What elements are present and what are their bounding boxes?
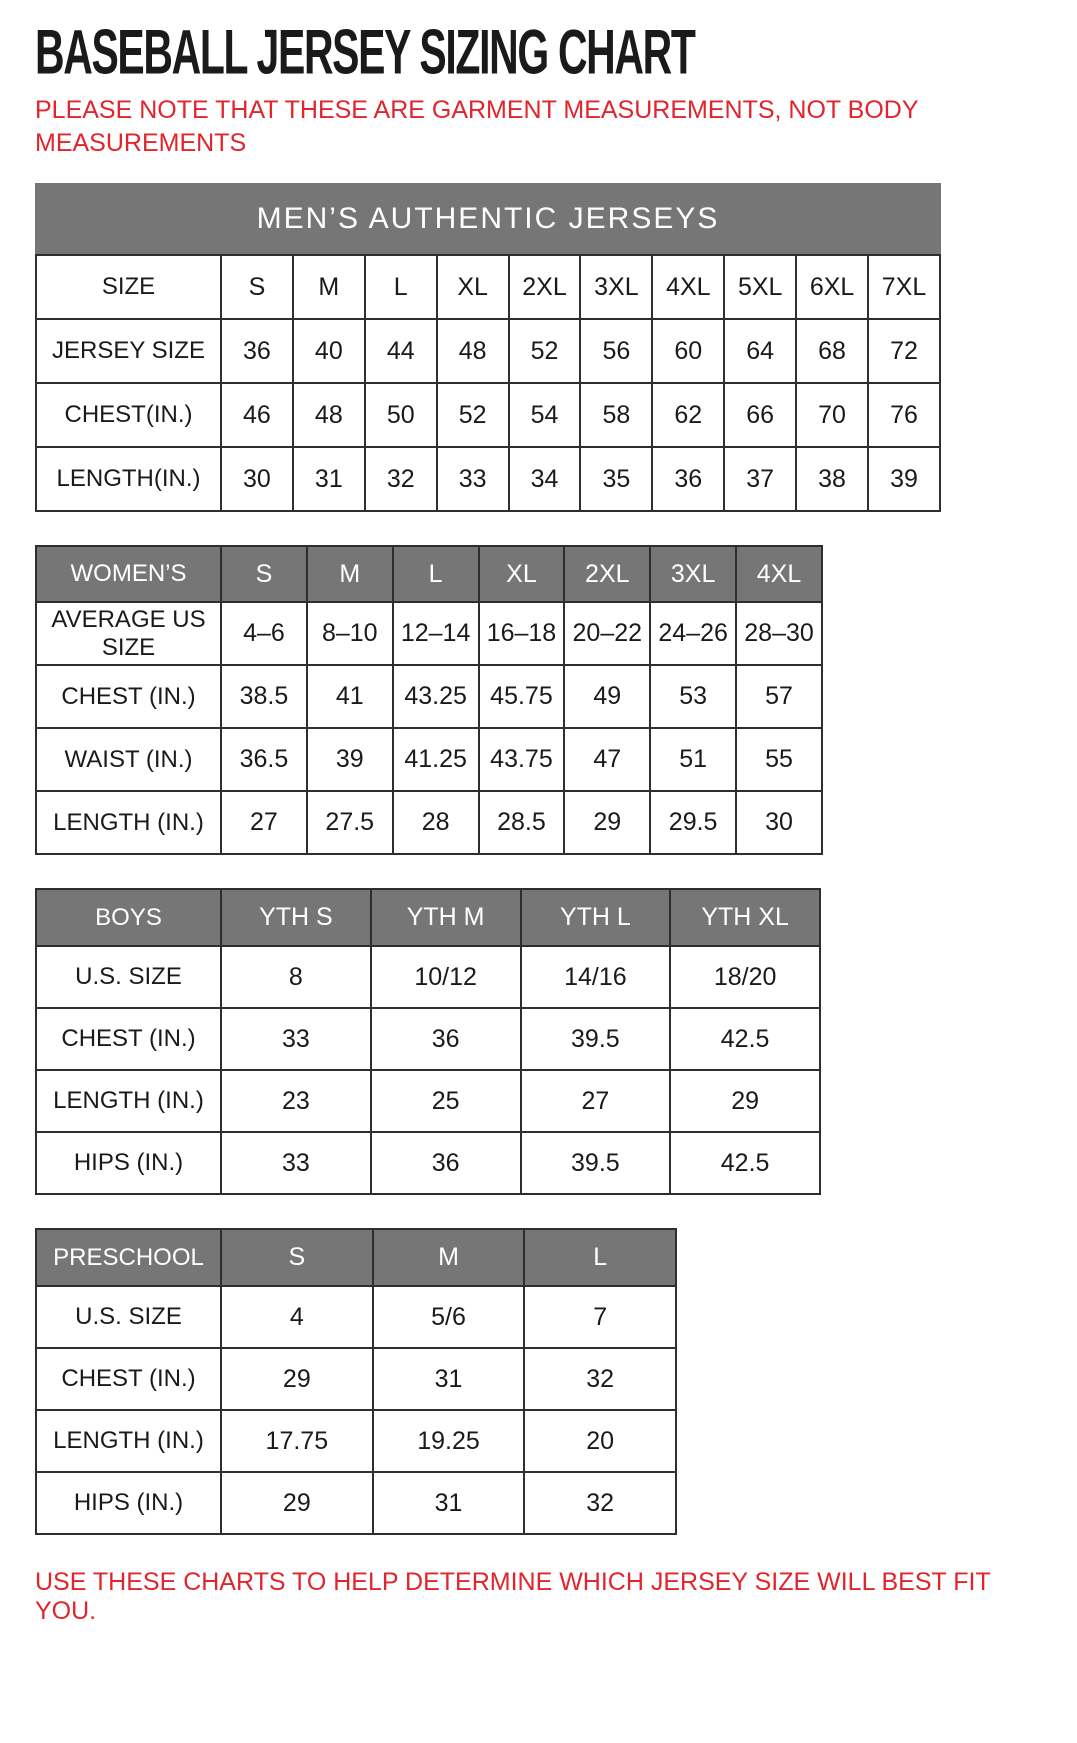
size-column-header: 4XL — [736, 546, 822, 602]
value-cell: 47 — [564, 728, 650, 791]
value-cell: 29 — [564, 791, 650, 854]
value-cell: 36.5 — [221, 728, 307, 791]
value-cell: 36 — [371, 1132, 521, 1194]
table-row — [36, 1132, 820, 1194]
value-cell: 76 — [868, 383, 940, 447]
value-cell: 51 — [650, 728, 736, 791]
value-cell: 8 — [221, 946, 371, 1008]
preschool-sizing-table — [35, 1228, 677, 1535]
table-row — [36, 1008, 820, 1070]
value-cell: 33 — [221, 1008, 371, 1070]
header-row — [36, 889, 820, 946]
value-cell: 70 — [796, 383, 868, 447]
value-cell: 31 — [293, 447, 365, 511]
size-column-header: 4XL — [652, 255, 724, 319]
row-label: WAIST (IN.) — [36, 728, 221, 791]
value-cell: 60 — [652, 319, 724, 383]
header-row — [36, 546, 822, 602]
table-row — [36, 946, 820, 1008]
value-cell: 39 — [307, 728, 393, 791]
value-cell: 28 — [393, 791, 479, 854]
value-cell: 36 — [371, 1008, 521, 1070]
value-cell: 30 — [736, 791, 822, 854]
value-cell: 57 — [736, 665, 822, 728]
value-cell: 12–14 — [393, 602, 479, 665]
value-cell: 62 — [652, 383, 724, 447]
size-column-header: XL — [437, 255, 509, 319]
row-label: U.S. SIZE — [36, 1286, 221, 1348]
table-row — [36, 447, 940, 511]
size-column-header: S — [221, 255, 293, 319]
table-row — [36, 383, 940, 447]
value-cell: 28–30 — [736, 602, 822, 665]
table-row — [36, 665, 822, 728]
table-row — [36, 1472, 676, 1534]
value-cell: 54 — [509, 383, 581, 447]
size-column-header: YTH XL — [670, 889, 820, 946]
value-cell: 4–6 — [221, 602, 307, 665]
size-column-header: 2XL — [564, 546, 650, 602]
row-label: CHEST (IN.) — [36, 1008, 221, 1070]
value-cell: 35 — [580, 447, 652, 511]
value-cell: 41 — [307, 665, 393, 728]
size-column-header: L — [365, 255, 437, 319]
value-cell: 32 — [524, 1472, 676, 1534]
row-label: JERSEY SIZE — [36, 319, 221, 383]
size-column-header: 3XL — [650, 546, 736, 602]
value-cell: 29.5 — [650, 791, 736, 854]
row-label: LENGTH (IN.) — [36, 1070, 221, 1132]
size-column-header: 3XL — [580, 255, 652, 319]
size-column-header: 7XL — [868, 255, 940, 319]
table-row — [36, 728, 822, 791]
value-cell: 53 — [650, 665, 736, 728]
size-column-header: YTH L — [521, 889, 671, 946]
value-cell: 8–10 — [307, 602, 393, 665]
value-cell: 50 — [365, 383, 437, 447]
value-cell: 48 — [437, 319, 509, 383]
value-cell: 52 — [437, 383, 509, 447]
value-cell: 17.75 — [221, 1410, 373, 1472]
row-label: AVERAGE US SIZE — [36, 602, 221, 665]
womens-sizing-table — [35, 545, 823, 855]
size-column-header: M — [373, 1229, 525, 1286]
value-cell: 30 — [221, 447, 293, 511]
fit-advice-note: USE THESE CHARTS TO HELP DETERMINE WHICH JERSEY SIZE WILL BEST FIT YOU. — [35, 1568, 991, 1625]
value-cell: 23 — [221, 1070, 371, 1132]
value-cell: 43.75 — [479, 728, 565, 791]
mens-sizing-table — [35, 254, 941, 512]
value-cell: 27 — [521, 1070, 671, 1132]
table-row — [36, 319, 940, 383]
size-column-header: 2XL — [509, 255, 581, 319]
value-cell: 5/6 — [373, 1286, 525, 1348]
value-cell: 66 — [724, 383, 796, 447]
garment-measurement-note: PLEASE NOTE THAT THESE ARE GARMENT MEASUREMENTS, NOT BODY MEASUREMENTS — [35, 96, 919, 157]
size-column-header: S — [221, 1229, 373, 1286]
value-cell: 7 — [524, 1286, 676, 1348]
value-cell: 37 — [724, 447, 796, 511]
value-cell: 64 — [724, 319, 796, 383]
value-cell: 38 — [796, 447, 868, 511]
value-cell: 68 — [796, 319, 868, 383]
value-cell: 34 — [509, 447, 581, 511]
row-label: CHEST(IN.) — [36, 383, 221, 447]
value-cell: 40 — [293, 319, 365, 383]
value-cell: 42.5 — [670, 1132, 820, 1194]
table-row — [36, 1410, 676, 1472]
row-label: HIPS (IN.) — [36, 1132, 221, 1194]
mens-table-banner: MEN’S AUTHENTIC JERSEYS — [35, 183, 941, 254]
table-row — [36, 791, 822, 854]
value-cell: 39 — [868, 447, 940, 511]
row-label: CHEST (IN.) — [36, 665, 221, 728]
value-cell: 24–26 — [650, 602, 736, 665]
value-cell: 32 — [524, 1348, 676, 1410]
boys-sizing-table — [35, 888, 821, 1195]
value-cell: 10/12 — [371, 946, 521, 1008]
value-cell: 20 — [524, 1410, 676, 1472]
row-label: U.S. SIZE — [36, 946, 221, 1008]
size-column-header: YTH S — [221, 889, 371, 946]
value-cell: 4 — [221, 1286, 373, 1348]
row-label: LENGTH(IN.) — [36, 447, 221, 511]
page-title — [35, 17, 1042, 88]
value-cell: 27.5 — [307, 791, 393, 854]
value-cell: 44 — [365, 319, 437, 383]
table-corner-label: SIZE — [36, 255, 221, 319]
table-corner-label: BOYS — [36, 889, 221, 946]
value-cell: 33 — [221, 1132, 371, 1194]
value-cell: 56 — [580, 319, 652, 383]
value-cell: 52 — [509, 319, 581, 383]
table-row — [36, 1070, 820, 1132]
value-cell: 36 — [221, 319, 293, 383]
value-cell: 29 — [670, 1070, 820, 1132]
value-cell: 58 — [580, 383, 652, 447]
page-title-text: BASEBALL JERSEY SIZING CHART — [35, 17, 695, 88]
value-cell: 33 — [437, 447, 509, 511]
value-cell: 43.25 — [393, 665, 479, 728]
value-cell: 72 — [868, 319, 940, 383]
value-cell: 31 — [373, 1348, 525, 1410]
table-row — [36, 602, 822, 665]
table-row — [36, 1286, 676, 1348]
value-cell: 39.5 — [521, 1008, 671, 1070]
row-label: LENGTH (IN.) — [36, 1410, 221, 1472]
size-column-header: L — [393, 546, 479, 602]
value-cell: 38.5 — [221, 665, 307, 728]
size-column-header: 6XL — [796, 255, 868, 319]
value-cell: 14/16 — [521, 946, 671, 1008]
value-cell: 27 — [221, 791, 307, 854]
size-column-header: L — [524, 1229, 676, 1286]
value-cell: 20–22 — [564, 602, 650, 665]
value-cell: 49 — [564, 665, 650, 728]
value-cell: 48 — [293, 383, 365, 447]
value-cell: 31 — [373, 1472, 525, 1534]
value-cell: 29 — [221, 1472, 373, 1534]
size-column-header: 5XL — [724, 255, 796, 319]
value-cell: 18/20 — [670, 946, 820, 1008]
value-cell: 28.5 — [479, 791, 565, 854]
table-corner-label: WOMEN’S — [36, 546, 221, 602]
row-label: CHEST (IN.) — [36, 1348, 221, 1410]
size-column-header: YTH M — [371, 889, 521, 946]
value-cell: 55 — [736, 728, 822, 791]
value-cell: 46 — [221, 383, 293, 447]
size-column-header: M — [293, 255, 365, 319]
size-column-header: M — [307, 546, 393, 602]
size-column-header: XL — [479, 546, 565, 602]
value-cell: 41.25 — [393, 728, 479, 791]
row-label: HIPS (IN.) — [36, 1472, 221, 1534]
value-cell: 19.25 — [373, 1410, 525, 1472]
header-row — [36, 1229, 676, 1286]
value-cell: 25 — [371, 1070, 521, 1132]
value-cell: 42.5 — [670, 1008, 820, 1070]
table-row — [36, 1348, 676, 1410]
header-row — [36, 255, 940, 319]
value-cell: 32 — [365, 447, 437, 511]
value-cell: 39.5 — [521, 1132, 671, 1194]
value-cell: 16–18 — [479, 602, 565, 665]
table-corner-label: PRESCHOOL — [36, 1229, 221, 1286]
value-cell: 36 — [652, 447, 724, 511]
value-cell: 29 — [221, 1348, 373, 1410]
row-label: LENGTH (IN.) — [36, 791, 221, 854]
size-column-header: S — [221, 546, 307, 602]
value-cell: 45.75 — [479, 665, 565, 728]
